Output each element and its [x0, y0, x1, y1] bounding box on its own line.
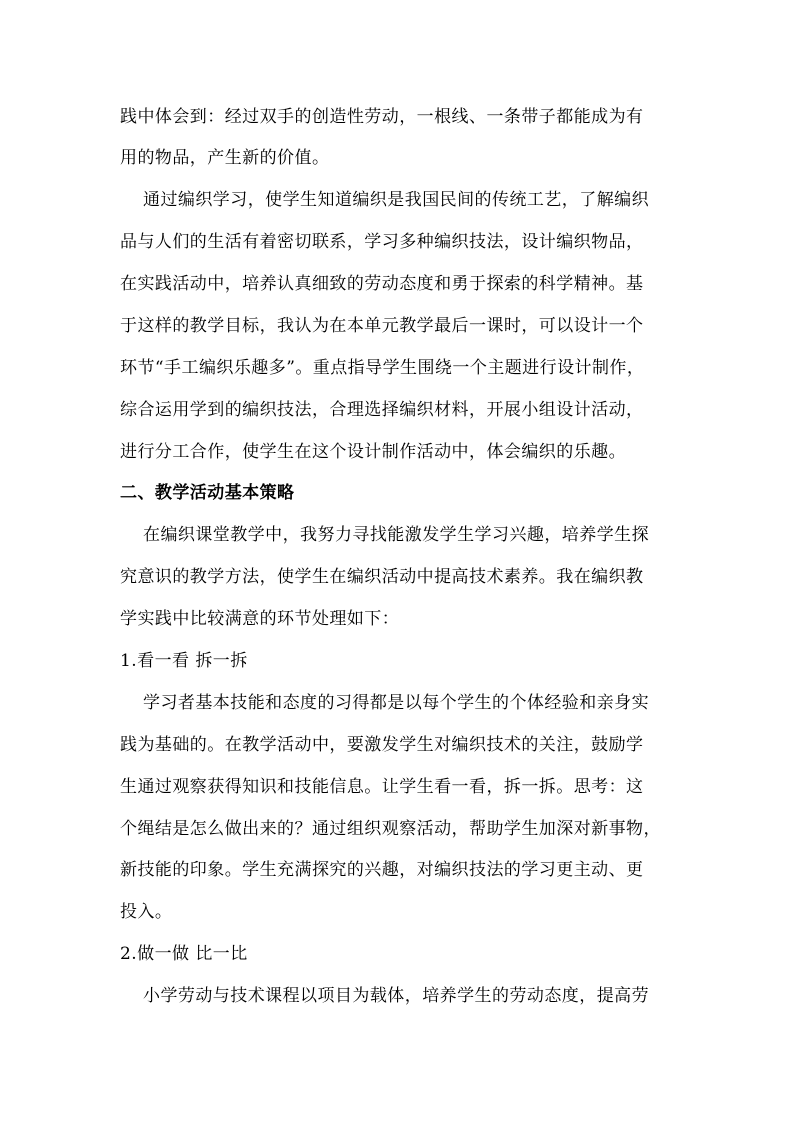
subsection-heading: 2.做一做 比一比	[120, 944, 248, 964]
paragraph-line: 践为基础的。在教学活动中，要激发学生对编织技术的关注，鼓励学	[120, 735, 644, 755]
paragraph-line: 究意识的教学方法，使学生在编织活动中提高技术素养。我在编织教	[120, 567, 644, 587]
paragraph-line: 在编织课堂教学中，我努力寻找能激发学生学习兴趣，培养学生探	[143, 525, 650, 545]
paragraph-line: 个绳结是怎么做出来的？通过组织观察活动，帮助学生加深对新事物，	[120, 819, 661, 839]
paragraph-line: 学习者基本技能和态度的习得都是以每个学生的个体经验和亲身实	[143, 693, 650, 713]
subsection-heading: 1.看一看 拆一拆	[120, 651, 248, 671]
paragraph-line: 在实践活动中，培养认真细致的劳动态度和勇于探索的科学精神。基	[120, 274, 644, 294]
paragraph-line: 综合运用学到的编织技法，合理选择编织材料，开展小组设计活动，	[120, 400, 644, 420]
paragraph-line: 学实践中比较满意的环节处理如下：	[120, 609, 400, 629]
paragraph-line: 新技能的印象。学生充满探究的兴趣，对编织技法的学习更主动、更	[120, 860, 644, 880]
paragraph-line: 通过编织学习，使学生知道编织是我国民间的传统工艺，了解编织	[143, 190, 650, 210]
paragraph-line: 用的物品，产生新的价值。	[120, 148, 330, 168]
paragraph-line: 生通过观察获得知识和技能信息。让学生看一看，拆一拆。思考：这	[120, 777, 644, 797]
paragraph-line: 践中体会到：经过双手的创造性劳动，一根线、一条带子都能成为有	[120, 107, 644, 127]
section-heading: 二、教学活动基本策略	[120, 483, 295, 503]
paragraph-line: 进行分工合作，使学生在这个设计制作活动中，体会编织的乐趣。	[120, 442, 627, 462]
paragraph-line: 小学劳动与技术课程以项目为载体，培养学生的劳动态度，提高劳	[143, 986, 650, 1006]
paragraph-line: 品与人们的生活有着密切联系，学习多种编织技法，设计编织物品，	[120, 232, 644, 252]
paragraph-line: 投入。	[120, 902, 173, 922]
paragraph-line: 环节“手工编织乐趣多”。重点指导学生围绕一个主题进行设计制作，	[120, 358, 645, 378]
paragraph-line: 于这样的教学目标，我认为在本单元教学最后一课时，可以设计一个	[120, 316, 644, 336]
